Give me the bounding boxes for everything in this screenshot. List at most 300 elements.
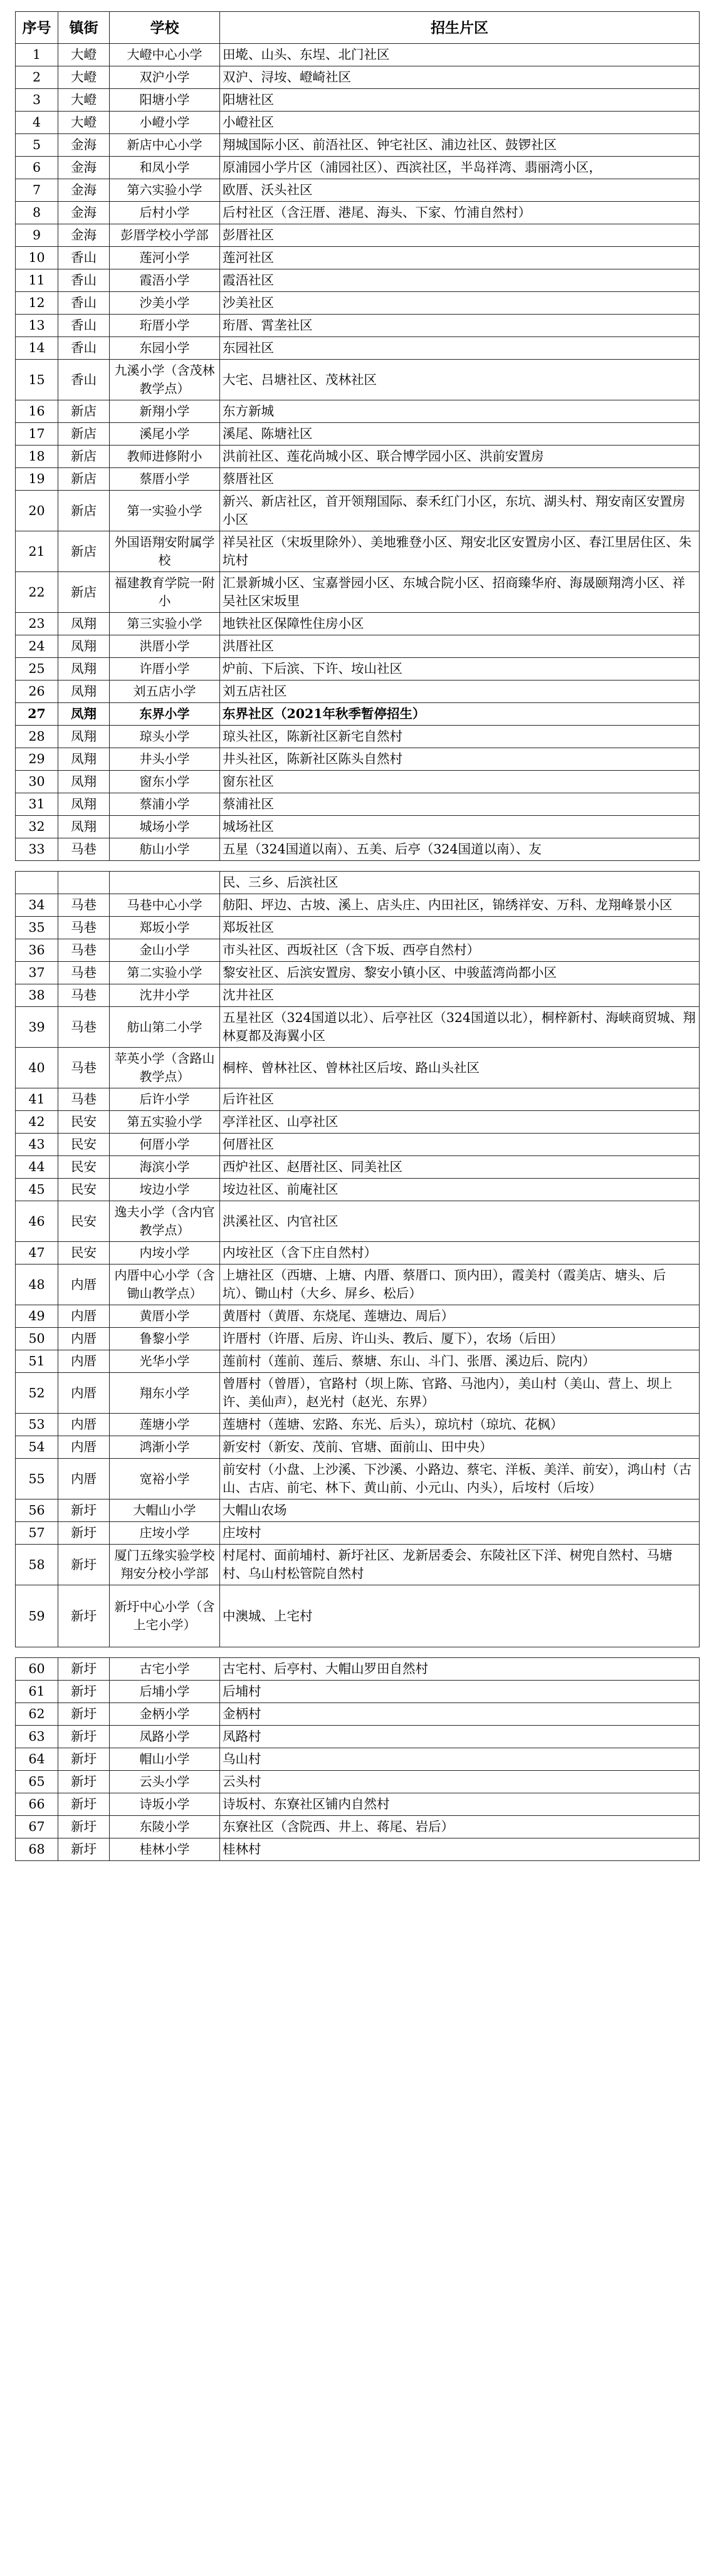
row-school: 后村小学 xyxy=(110,202,220,224)
row-town: 新店 xyxy=(58,446,110,468)
row-town: 凤翔 xyxy=(58,613,110,635)
table-row xyxy=(16,337,700,360)
table-row xyxy=(16,703,700,726)
row-school: 刘五店小学 xyxy=(110,681,220,703)
header-town: 镇街 xyxy=(58,12,110,44)
row-number: 16 xyxy=(16,400,58,423)
row-school: 郑坂小学 xyxy=(110,917,220,939)
row-number: 8 xyxy=(16,202,58,224)
row-town: 新圩 xyxy=(58,1585,110,1647)
table-row xyxy=(16,247,700,269)
row-school: 许厝小学 xyxy=(110,658,220,681)
row-number: 1 xyxy=(16,44,58,66)
row-town: 马巷 xyxy=(58,1048,110,1088)
table-row xyxy=(16,423,700,446)
row-enrollment-area: 郑坂社区 xyxy=(220,917,700,939)
table-row xyxy=(16,531,700,572)
row-enrollment-area: 琼头社区，陈新社区新宅自然村 xyxy=(220,726,700,748)
row-town: 凤翔 xyxy=(58,681,110,703)
row-town: 民安 xyxy=(58,1134,110,1156)
row-school: 帽山小学 xyxy=(110,1748,220,1771)
row-school: 沙美小学 xyxy=(110,292,220,315)
row-enrollment-area: 翔城国际小区、前浯社区、钟宅社区、浦边社区、鼓锣社区 xyxy=(220,134,700,157)
table-row xyxy=(16,1305,700,1328)
row-number: 64 xyxy=(16,1748,58,1771)
row-number: 34 xyxy=(16,894,58,917)
row-town: 新店 xyxy=(58,531,110,572)
row-town: 香山 xyxy=(58,337,110,360)
row-enrollment-area: 后许社区 xyxy=(220,1088,700,1111)
table-row xyxy=(16,572,700,613)
row-number: 40 xyxy=(16,1048,58,1088)
row-enrollment-area: 黄厝村（黄厝、东烧尾、莲塘边、周后） xyxy=(220,1305,700,1328)
row-town: 大嶝 xyxy=(58,66,110,89)
row-enrollment-area: 地铁社区保障性住房小区 xyxy=(220,613,700,635)
row-town: 凤翔 xyxy=(58,658,110,681)
row-enrollment-area: 云头村 xyxy=(220,1771,700,1793)
row-town: 香山 xyxy=(58,315,110,337)
table-row xyxy=(16,491,700,531)
row-enrollment-area: 大帽山农场 xyxy=(220,1499,700,1522)
row-number: 56 xyxy=(16,1499,58,1522)
table-row xyxy=(16,726,700,748)
row-number: 26 xyxy=(16,681,58,703)
table-row xyxy=(16,1459,700,1499)
row-town: 民安 xyxy=(58,1201,110,1242)
row-school: 彭厝学校小学部 xyxy=(110,224,220,247)
row-school: 苹英小学（含路山教学点） xyxy=(110,1048,220,1088)
table-row xyxy=(16,894,700,917)
row-town: 香山 xyxy=(58,360,110,400)
table-row xyxy=(16,446,700,468)
row-school: 舫山第二小学 xyxy=(110,1007,220,1048)
row-town: 凤翔 xyxy=(58,748,110,771)
table-row xyxy=(16,1111,700,1134)
row-enrollment-area: 曾厝村（曾厝），官路村（坝上陈、官路、马池内），美山村（美山、营上、坝上许、美仙声），赵光村（赵光、东界） xyxy=(220,1373,700,1414)
row-town: 大嶝 xyxy=(58,112,110,134)
row-enrollment-area: 后埔村 xyxy=(220,1681,700,1703)
row-number: 25 xyxy=(16,658,58,681)
table-row xyxy=(16,917,700,939)
row-school: 洪厝小学 xyxy=(110,635,220,658)
row-school: 垵边小学 xyxy=(110,1179,220,1201)
row-town: 新店 xyxy=(58,400,110,423)
row-school: 凤路小学 xyxy=(110,1726,220,1748)
row-school: 古宅小学 xyxy=(110,1658,220,1681)
row-school: 和凤小学 xyxy=(110,157,220,179)
row-enrollment-area: 凤路村 xyxy=(220,1726,700,1748)
row-town: 马巷 xyxy=(58,894,110,917)
row-town: 新店 xyxy=(58,468,110,491)
row-school: 莲塘小学 xyxy=(110,1414,220,1436)
row-town: 新圩 xyxy=(58,1681,110,1703)
row-enrollment-area: 蔡厝社区 xyxy=(220,468,700,491)
row-school: 诗坂小学 xyxy=(110,1793,220,1816)
row-enrollment-area: 城场社区 xyxy=(220,816,700,838)
row-number: 33 xyxy=(16,838,58,861)
row-school: 小嶝小学 xyxy=(110,112,220,134)
row-enrollment-area: 前安村（小盘、上沙溪、下沙溪、小路边、蔡宅、洋板、美洋、前安），鸿山村（古山、古店、前宅、林下、黄山前、小元山、内头），后垵村（后垵） xyxy=(220,1459,700,1499)
row-school: 第五实验小学 xyxy=(110,1111,220,1134)
row-number: 10 xyxy=(16,247,58,269)
row-number: 58 xyxy=(16,1545,58,1585)
table-row xyxy=(16,1816,700,1838)
row-town: 新圩 xyxy=(58,1748,110,1771)
row-number: 52 xyxy=(16,1373,58,1414)
row-number: 28 xyxy=(16,726,58,748)
row-town: 新圩 xyxy=(58,1771,110,1793)
row-town: 新店 xyxy=(58,491,110,531)
row-enrollment-area: 内垵社区（含下庄自然村） xyxy=(220,1242,700,1265)
row-enrollment-area: 大宅、吕塘社区、茂林社区 xyxy=(220,360,700,400)
table-row xyxy=(16,1242,700,1265)
table-row xyxy=(16,360,700,400)
row-number: 3 xyxy=(16,89,58,112)
row-number: 35 xyxy=(16,917,58,939)
table-row xyxy=(16,1156,700,1179)
row-enrollment-area: 上塘社区（西塘、上塘、内厝、蔡厝口、顶内田），霞美村（霞美店、塘头、后坑）、锄山村（大乡、屏乡、松后） xyxy=(220,1265,700,1305)
row-enrollment-area: 西炉社区、赵厝社区、同美社区 xyxy=(220,1156,700,1179)
row-school: 窗东小学 xyxy=(110,771,220,793)
row-town: 香山 xyxy=(58,269,110,292)
row-school: 宽裕小学 xyxy=(110,1459,220,1499)
table-row xyxy=(16,1048,700,1088)
row-number: 62 xyxy=(16,1703,58,1726)
row-number: 48 xyxy=(16,1265,58,1305)
table-row xyxy=(16,1350,700,1373)
row-enrollment-area: 原浦园小学片区（浦园社区）、西滨社区，半岛祥湾、翡丽湾小区， xyxy=(220,157,700,179)
row-school: 井头小学 xyxy=(110,748,220,771)
row-enrollment-area: 洪溪社区、内官社区 xyxy=(220,1201,700,1242)
table-row xyxy=(16,157,700,179)
row-enrollment-area: 窗东社区 xyxy=(220,771,700,793)
row-number: 66 xyxy=(16,1793,58,1816)
row-number: 20 xyxy=(16,491,58,531)
row-enrollment-area: 新兴、新店社区，首开领翔国际、泰禾红门小区，东坑、湖头村、翔安南区安置房小区 xyxy=(220,491,700,531)
row-town: 凤翔 xyxy=(58,635,110,658)
table-row xyxy=(16,1726,700,1748)
row-number: 42 xyxy=(16,1111,58,1134)
row-school: 第三实验小学 xyxy=(110,613,220,635)
row-town: 民安 xyxy=(58,1156,110,1179)
row-number: 44 xyxy=(16,1156,58,1179)
row-enrollment-area: 小嶝社区 xyxy=(220,112,700,134)
row-enrollment-area: 炉前、下后滨、下许、垵山社区 xyxy=(220,658,700,681)
row-school: 东界小学 xyxy=(110,703,220,726)
row-number: 19 xyxy=(16,468,58,491)
table-row xyxy=(16,1681,700,1703)
enrollment-table-wrapper xyxy=(15,11,699,1861)
row-town: 金海 xyxy=(58,157,110,179)
table-row xyxy=(16,224,700,247)
table-row xyxy=(16,292,700,315)
row-town: 民安 xyxy=(58,1111,110,1134)
row-school: 九溪小学（含茂林教学点） xyxy=(110,360,220,400)
table-row xyxy=(16,816,700,838)
table-row xyxy=(16,1373,700,1414)
row-number: 68 xyxy=(16,1838,58,1861)
table-row xyxy=(16,269,700,292)
row-town: 新圩 xyxy=(58,1522,110,1545)
row-school: 庄垵小学 xyxy=(110,1522,220,1545)
row-number: 63 xyxy=(16,1726,58,1748)
row-town: 新店 xyxy=(58,572,110,613)
row-enrollment-area: 东界社区（2021年秋季暂停招生） xyxy=(220,703,700,726)
row-number: 22 xyxy=(16,572,58,613)
row-town: 大嶝 xyxy=(58,44,110,66)
row-school: 金山小学 xyxy=(110,939,220,962)
row-enrollment-area: 黎安社区、后滨安置房、黎安小镇小区、中骏蓝湾尚都小区 xyxy=(220,962,700,984)
row-school: 后埔小学 xyxy=(110,1681,220,1703)
row-town: 金海 xyxy=(58,134,110,157)
row-town: 新圩 xyxy=(58,1703,110,1726)
row-enrollment-area: 洪厝社区 xyxy=(220,635,700,658)
row-number: 51 xyxy=(16,1350,58,1373)
table-row xyxy=(16,1007,700,1048)
row-number: 18 xyxy=(16,446,58,468)
row-town: 马巷 xyxy=(58,962,110,984)
row-school: 东园小学 xyxy=(110,337,220,360)
table-row xyxy=(16,1522,700,1545)
row-town: 大嶝 xyxy=(58,89,110,112)
table-row xyxy=(16,315,700,337)
table-row xyxy=(16,468,700,491)
row-town: 内厝 xyxy=(58,1414,110,1436)
table-row xyxy=(16,1545,700,1585)
row-town: 民安 xyxy=(58,1242,110,1265)
row-school: 内垵小学 xyxy=(110,1242,220,1265)
row-school: 阳塘小学 xyxy=(110,89,220,112)
row-town: 凤翔 xyxy=(58,703,110,726)
table-row xyxy=(16,202,700,224)
row-enrollment-area: 新安村（新安、茂前、官塘、面前山、田中央） xyxy=(220,1436,700,1459)
row-number: 5 xyxy=(16,134,58,157)
row-school: 双沪小学 xyxy=(110,66,220,89)
table-row xyxy=(16,179,700,202)
row-number: 14 xyxy=(16,337,58,360)
table-row xyxy=(16,793,700,816)
row-school: 厦门五缘实验学校翔安分校小学部 xyxy=(110,1545,220,1585)
row-enrollment-area: 亭洋社区、山亭社区 xyxy=(220,1111,700,1134)
row-enrollment-area: 东园社区 xyxy=(220,337,700,360)
row-town: 新圩 xyxy=(58,1816,110,1838)
row-school: 教师进修附小 xyxy=(110,446,220,468)
row-enrollment-area: 市头社区、西坂社区（含下坂、西亭自然村） xyxy=(220,939,700,962)
row-number: 65 xyxy=(16,1771,58,1793)
row-town: 内厝 xyxy=(58,1305,110,1328)
row-school: 马巷中心小学 xyxy=(110,894,220,917)
table-row xyxy=(16,112,700,134)
row-number: 30 xyxy=(16,771,58,793)
row-school: 何厝小学 xyxy=(110,1134,220,1156)
table-row xyxy=(16,872,700,894)
row-enrollment-area: 垵边社区、前庵社区 xyxy=(220,1179,700,1201)
table-row xyxy=(16,44,700,66)
row-number: 23 xyxy=(16,613,58,635)
table-row xyxy=(16,1703,700,1726)
row-number: 45 xyxy=(16,1179,58,1201)
row-town: 新圩 xyxy=(58,1793,110,1816)
row-enrollment-area: 庄垵村 xyxy=(220,1522,700,1545)
table-row xyxy=(16,1414,700,1436)
row-number: 41 xyxy=(16,1088,58,1111)
table-row xyxy=(16,1793,700,1816)
row-town: 金海 xyxy=(58,202,110,224)
row-number: 55 xyxy=(16,1459,58,1499)
row-enrollment-area: 莲河社区 xyxy=(220,247,700,269)
row-number: 21 xyxy=(16,531,58,572)
row-enrollment-area: 五星（324国道以南）、五美、后亭（324国道以南）、友 xyxy=(220,838,700,861)
table-row xyxy=(16,134,700,157)
row-town: 马巷 xyxy=(58,1088,110,1111)
row-school: 光华小学 xyxy=(110,1350,220,1373)
row-town: 内厝 xyxy=(58,1459,110,1499)
row-school: 第一实验小学 xyxy=(110,491,220,531)
header-school: 学校 xyxy=(110,12,220,44)
row-number: 24 xyxy=(16,635,58,658)
row-school: 蔡浦小学 xyxy=(110,793,220,816)
row-town: 凤翔 xyxy=(58,726,110,748)
row-enrollment-area: 何厝社区 xyxy=(220,1134,700,1156)
row-enrollment-area: 莲塘村（莲塘、宏路、东光、后头），琼坑村（琼坑、花枫） xyxy=(220,1414,700,1436)
header-enrollment-area: 招生片区 xyxy=(220,12,700,44)
row-school: 桂林小学 xyxy=(110,1838,220,1861)
row-enrollment-area: 刘五店社区 xyxy=(220,681,700,703)
row-number: 47 xyxy=(16,1242,58,1265)
row-number: 12 xyxy=(16,292,58,315)
row-number: 31 xyxy=(16,793,58,816)
row-school: 鸿渐小学 xyxy=(110,1436,220,1459)
row-school: 逸夫小学（含内官教学点） xyxy=(110,1201,220,1242)
row-town: 新圩 xyxy=(58,1499,110,1522)
row-enrollment-area: 井头社区，陈新社区陈头自然村 xyxy=(220,748,700,771)
row-town: 新圩 xyxy=(58,1545,110,1585)
row-number: 4 xyxy=(16,112,58,134)
row-school: 海滨小学 xyxy=(110,1156,220,1179)
row-enrollment-area: 许厝村（许厝、后房、许山头、教后、厦下），农场（后田） xyxy=(220,1328,700,1350)
row-number: 15 xyxy=(16,360,58,400)
row-number: 53 xyxy=(16,1414,58,1436)
row-school: 新圩中心小学（含上宅小学） xyxy=(110,1585,220,1647)
header-number: 序号 xyxy=(16,12,58,44)
row-enrollment-area: 蔡浦社区 xyxy=(220,793,700,816)
row-enrollment-area: 溪尾、陈塘社区 xyxy=(220,423,700,446)
row-town: 凤翔 xyxy=(58,771,110,793)
row-enrollment-area: 中澳城、上宅村 xyxy=(220,1585,700,1647)
row-number: 6 xyxy=(16,157,58,179)
table-row xyxy=(16,1134,700,1156)
row-enrollment-area: 汇景新城小区、宝嘉誉园小区、东城合院小区、招商臻华府、海晟颐翔湾小区、祥吴社区宋坂里 xyxy=(220,572,700,613)
row-town: 新圩 xyxy=(58,1726,110,1748)
page-break-gap xyxy=(16,861,700,872)
row-school: 大帽山小学 xyxy=(110,1499,220,1522)
row-school: 蔡厝小学 xyxy=(110,468,220,491)
table-row xyxy=(16,748,700,771)
row-enrollment-area: 沙美社区 xyxy=(220,292,700,315)
table-row xyxy=(16,1838,700,1861)
row-school: 黄厝小学 xyxy=(110,1305,220,1328)
row-enrollment-area: 莲前村（莲前、莲后、蔡塘、东山、斗门、张厝、溪边后、院内） xyxy=(220,1350,700,1373)
row-school: 莲河小学 xyxy=(110,247,220,269)
row-number: 61 xyxy=(16,1681,58,1703)
row-number: 2 xyxy=(16,66,58,89)
page-break-gap xyxy=(16,1647,700,1658)
row-enrollment-area: 古宅村、后亭村、大帽山罗田自然村 xyxy=(220,1658,700,1681)
row-enrollment-area: 桐梓、曾林社区、曾林社区后垵、路山头社区 xyxy=(220,1048,700,1088)
row-school: 第二实验小学 xyxy=(110,962,220,984)
table-row xyxy=(16,838,700,861)
row-enrollment-area: 田墘、山头、东埕、北门社区 xyxy=(220,44,700,66)
row-school: 琼头小学 xyxy=(110,726,220,748)
row-enrollment-area: 祥吴社区（宋坂里除外）、美地雅登小区、翔安北区安置房小区、春江里居住区、朱坑村 xyxy=(220,531,700,572)
row-number: 46 xyxy=(16,1201,58,1242)
row-number: 36 xyxy=(16,939,58,962)
table-row xyxy=(16,771,700,793)
row-enrollment-area: 洪前社区、莲花尚城小区、联合博学园小区、洪前安置房 xyxy=(220,446,700,468)
row-enrollment-area: 彭厝社区 xyxy=(220,224,700,247)
row-school: 金柄小学 xyxy=(110,1703,220,1726)
row-school: 内厝中心小学（含锄山教学点） xyxy=(110,1265,220,1305)
row-school: 第六实验小学 xyxy=(110,179,220,202)
row-number: 57 xyxy=(16,1522,58,1545)
row-town: 马巷 xyxy=(58,939,110,962)
row-town: 民安 xyxy=(58,1179,110,1201)
row-enrollment-area: 金柄村 xyxy=(220,1703,700,1726)
row-enrollment-area: 沈井社区 xyxy=(220,984,700,1007)
row-town: 马巷 xyxy=(58,917,110,939)
table-row xyxy=(16,1499,700,1522)
row-number: 49 xyxy=(16,1305,58,1328)
row-enrollment-area: 东方新城 xyxy=(220,400,700,423)
table-row xyxy=(16,89,700,112)
row-town: 马巷 xyxy=(58,1007,110,1048)
table-row xyxy=(16,1088,700,1111)
row-town: 香山 xyxy=(58,247,110,269)
row-enrollment-area: 欧厝、沃头社区 xyxy=(220,179,700,202)
row-town: 金海 xyxy=(58,224,110,247)
table-row xyxy=(16,962,700,984)
table-row xyxy=(16,1748,700,1771)
row-enrollment-area: 双沪、浔垵、嶝崎社区 xyxy=(220,66,700,89)
row-number: 7 xyxy=(16,179,58,202)
row-town: 内厝 xyxy=(58,1373,110,1414)
row-number: 60 xyxy=(16,1658,58,1681)
row-town: 新店 xyxy=(58,423,110,446)
table-row xyxy=(16,1328,700,1350)
row-town: 内厝 xyxy=(58,1436,110,1459)
row-town: 内厝 xyxy=(58,1328,110,1350)
table-row xyxy=(16,1201,700,1242)
row-number: 29 xyxy=(16,748,58,771)
row-enrollment-area: 诗坂村、东寮社区铺内自然村 xyxy=(220,1793,700,1816)
row-number: 17 xyxy=(16,423,58,446)
table-row xyxy=(16,658,700,681)
row-town: 金海 xyxy=(58,179,110,202)
enrollment-table xyxy=(15,11,700,1861)
row-school: 翔东小学 xyxy=(110,1373,220,1414)
row-number: 39 xyxy=(16,1007,58,1048)
table-row xyxy=(16,1179,700,1201)
row-town: 凤翔 xyxy=(58,816,110,838)
row-number: 50 xyxy=(16,1328,58,1350)
table-row xyxy=(16,1265,700,1305)
row-number: 9 xyxy=(16,224,58,247)
row-school: 珩厝小学 xyxy=(110,315,220,337)
table-row xyxy=(16,681,700,703)
row-school: 沈井小学 xyxy=(110,984,220,1007)
row-number: 11 xyxy=(16,269,58,292)
row-number: 38 xyxy=(16,984,58,1007)
